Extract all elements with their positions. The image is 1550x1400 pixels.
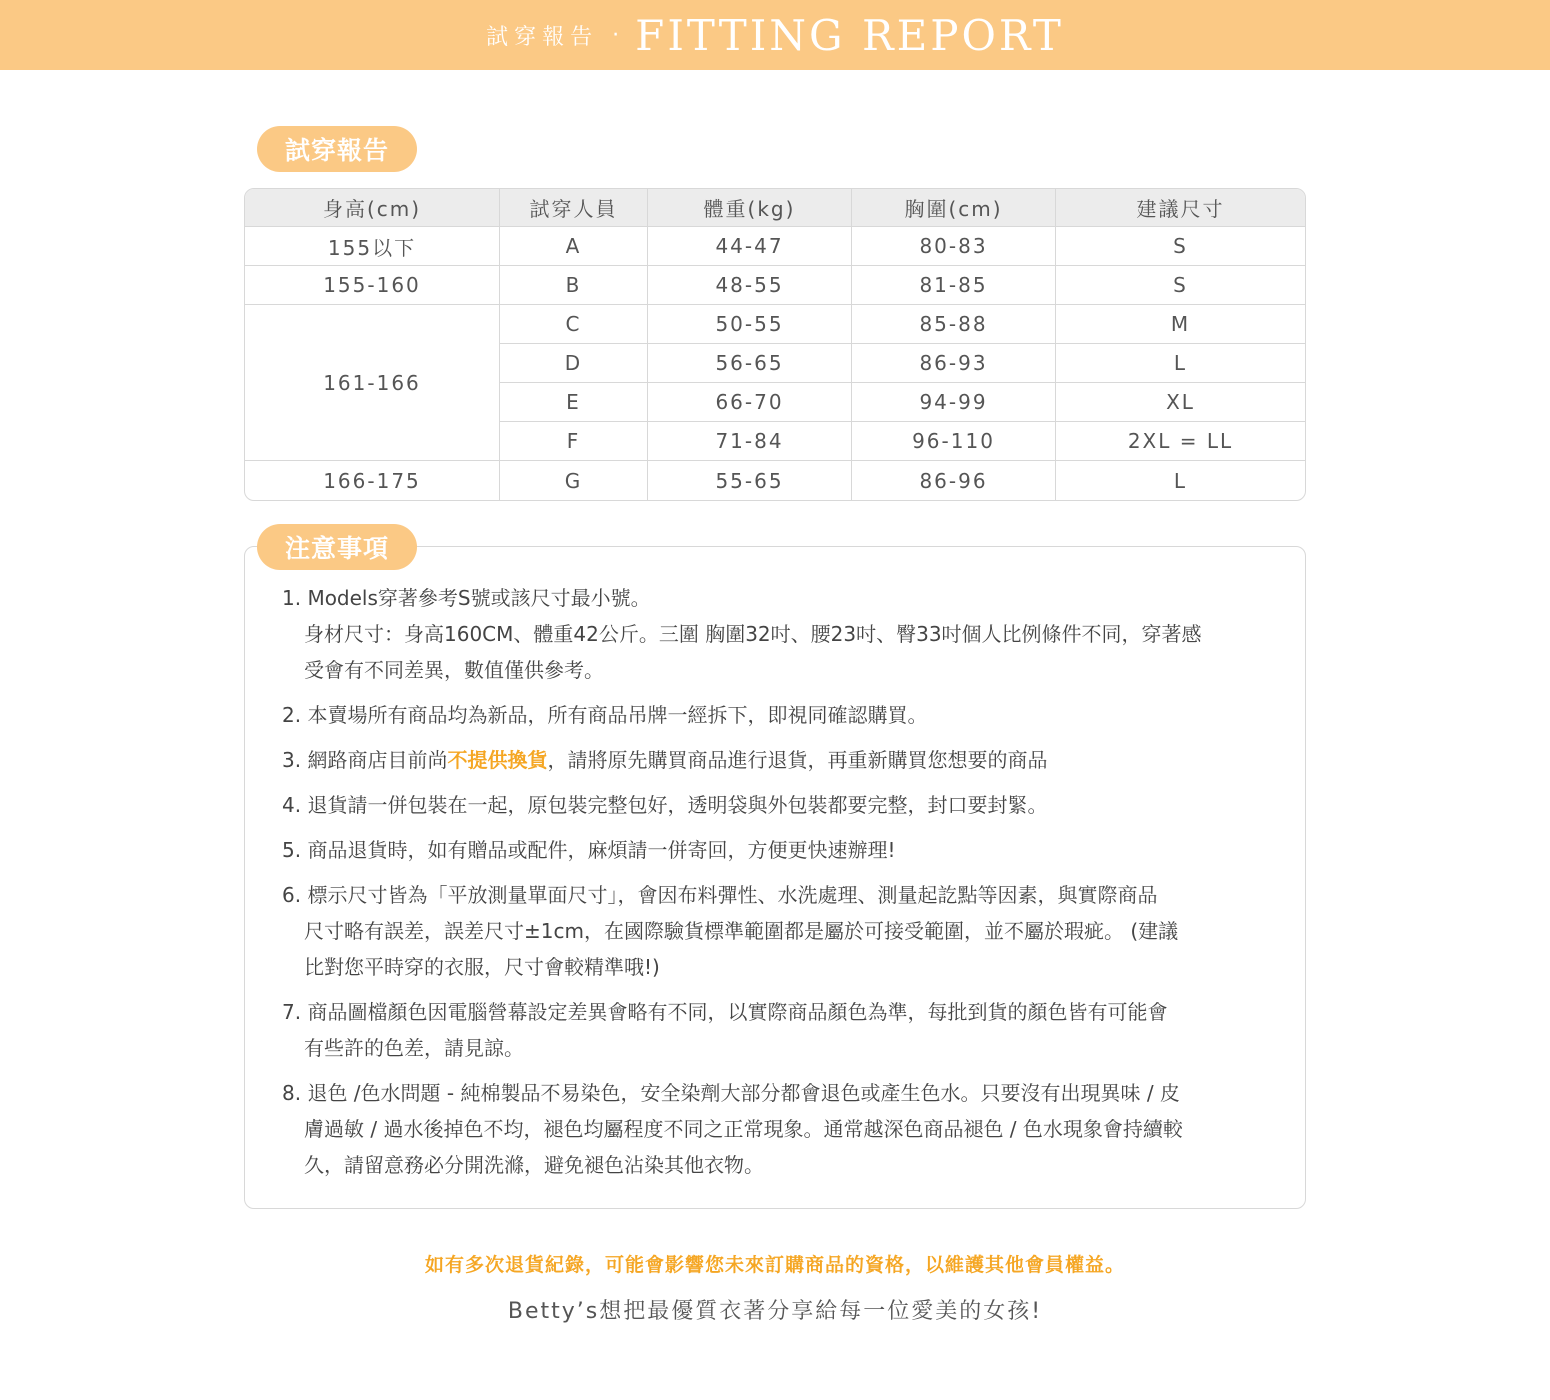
brand-slogan: Betty’s想把最優質衣著分享給每一位愛美的女孩! (507, 1299, 1043, 1324)
person-cell: F (500, 422, 648, 461)
note-8-line-2: 膚過敏 / 過水後掉色不均，褪色均屬程度不同之正常現象。通常越深色商品褪色 / 色水現象會持續較 (304, 1117, 1183, 1141)
notes-label: 注意事項 (257, 524, 417, 570)
note-item-5 (282, 832, 1262, 868)
bust-cell: 94-99 (852, 383, 1056, 422)
note-2-text: 2. 本賣場所有商品均為新品，所有商品吊牌一經拆下，即視同確認購買。 (282, 703, 928, 727)
table-header-row (245, 189, 1305, 227)
size-cell: L (1173, 468, 1188, 493)
banner-title-zh: 試穿報告 (486, 24, 599, 50)
note-7-line-2: 有些許的色差，請見諒。 (304, 1036, 524, 1060)
note-item-4 (282, 787, 1262, 823)
bust-cell: 86-93 (852, 344, 1056, 383)
bust-cell: 86-96 (852, 461, 1056, 500)
height-cell: 161-166 (245, 305, 500, 461)
person-cell: B (500, 266, 648, 305)
note-item-2 (282, 697, 1262, 733)
note-1-line-3: 受會有不同差異，數值僅供參考。 (304, 658, 604, 682)
table-row (245, 227, 1305, 266)
size-cell: L (1056, 344, 1305, 383)
weight-cell: 56-65 (648, 344, 852, 383)
note-7-line-1: 7. 商品圖檔顏色因電腦營幕設定差異會略有不同，以實際商品顏色為準，每批到貨的顏色皆有可能會 (282, 1000, 1168, 1024)
header-bust: 胸圍(cm) (852, 189, 1056, 227)
size-cell: S (1056, 266, 1305, 305)
note-6-line-2: 尺寸略有誤差，誤差尺寸±1cm，在國際驗貨標準範圍都是屬於可接受範圍，並不屬於瑕疵。 (建議 (304, 919, 1179, 943)
note-item-1 (282, 580, 1262, 688)
note-item-6 (282, 877, 1262, 985)
bust-cell: 81-85 (852, 266, 1056, 305)
header-person: 試穿人員 (500, 189, 648, 227)
banner-title-en: FITTING REPORT (635, 10, 1064, 60)
person-cell: C (500, 305, 648, 344)
size-cell: M (1056, 305, 1305, 344)
note-item-3 (282, 742, 1262, 778)
weight-cell: 66-70 (648, 383, 852, 422)
height-cell: 155-160 (245, 266, 500, 305)
bust-cell: 80-83 (852, 227, 1056, 266)
height-cell: 155以下 (245, 227, 500, 266)
note-6-line-3: 比對您平時穿的衣服，尺寸會較精準哦!) (304, 955, 660, 979)
top-banner (0, 0, 1550, 70)
fitting-report-table (244, 188, 1306, 501)
banner-separator: · (612, 22, 620, 48)
bust-cell: 85-88 (852, 305, 1056, 344)
height-cell: 166-175 (245, 461, 500, 500)
note-1-line-1: 1. Models穿著參考S號或該尺寸最小號。 (282, 586, 651, 610)
note-1-line-2: 身材尺寸：身高160CM、體重42公斤。三圍 胸圍32吋、腰23吋、臀33吋個人比例條件不同，穿著感 (304, 622, 1202, 646)
person-cell: A (500, 227, 648, 266)
person-cell: D (500, 344, 648, 383)
fitting-report-label: 試穿報告 (257, 126, 417, 172)
size-cell: S (1056, 227, 1305, 266)
note-item-8 (282, 1075, 1262, 1183)
note-3-pre: 3. 網路商店目前尚 (282, 748, 448, 772)
size-cell: 2XL = LL (1056, 422, 1305, 461)
bust-cell: 96-110 (852, 422, 1056, 461)
person-cell: G (500, 461, 648, 500)
return-warning: 如有多次退貨紀錄，可能會影響您未來訂購商品的資格，以維護其他會員權益。 (424, 1254, 1125, 1276)
table-row (245, 305, 1305, 344)
weight-cell: 71-84 (648, 422, 852, 461)
note-5-text: 5. 商品退貨時，如有贈品或配件，麻煩請一併寄回，方便更快速辦理! (282, 838, 896, 862)
weight-cell: 50-55 (648, 305, 852, 344)
person-cell: E (500, 383, 648, 422)
note-3-post: ，請將原先購買商品進行退貨，再重新購買您想要的商品 (547, 748, 1048, 772)
note-3-highlight: 不提供換貨 (447, 748, 548, 772)
header-height: 身高(cm) (245, 189, 500, 227)
notes-list (282, 580, 1262, 1192)
note-6-line-1: 6. 標示尺寸皆為「平放測量單面尺寸」，會因布料彈性、水洗處理、測量起訖點等因素，與實際商品 (282, 883, 1158, 907)
weight-cell: 44-47 (648, 227, 852, 266)
note-item-7 (282, 994, 1262, 1066)
header-weight: 體重(kg) (648, 189, 852, 227)
note-4-text: 4. 退貨請一併包裝在一起，原包裝完整包好，透明袋與外包裝都要完整，封口要封緊。 (282, 793, 1048, 817)
weight-cell: 55-65 (648, 461, 852, 500)
note-8-line-1: 8. 退色 /色水問題 - 純棉製品不易染色，安全染劑大部分都會退色或產生色水。只要沒有出現異味 / 皮 (282, 1081, 1180, 1105)
table-row (245, 461, 1305, 500)
header-size: 建議尺寸 (1056, 189, 1305, 227)
note-8-line-3: 久，請留意務必分開洗滌，避免褪色沾染其他衣物。 (304, 1153, 764, 1177)
table-row (245, 266, 1305, 305)
weight-cell: 48-55 (648, 266, 852, 305)
size-cell: XL (1056, 383, 1305, 422)
